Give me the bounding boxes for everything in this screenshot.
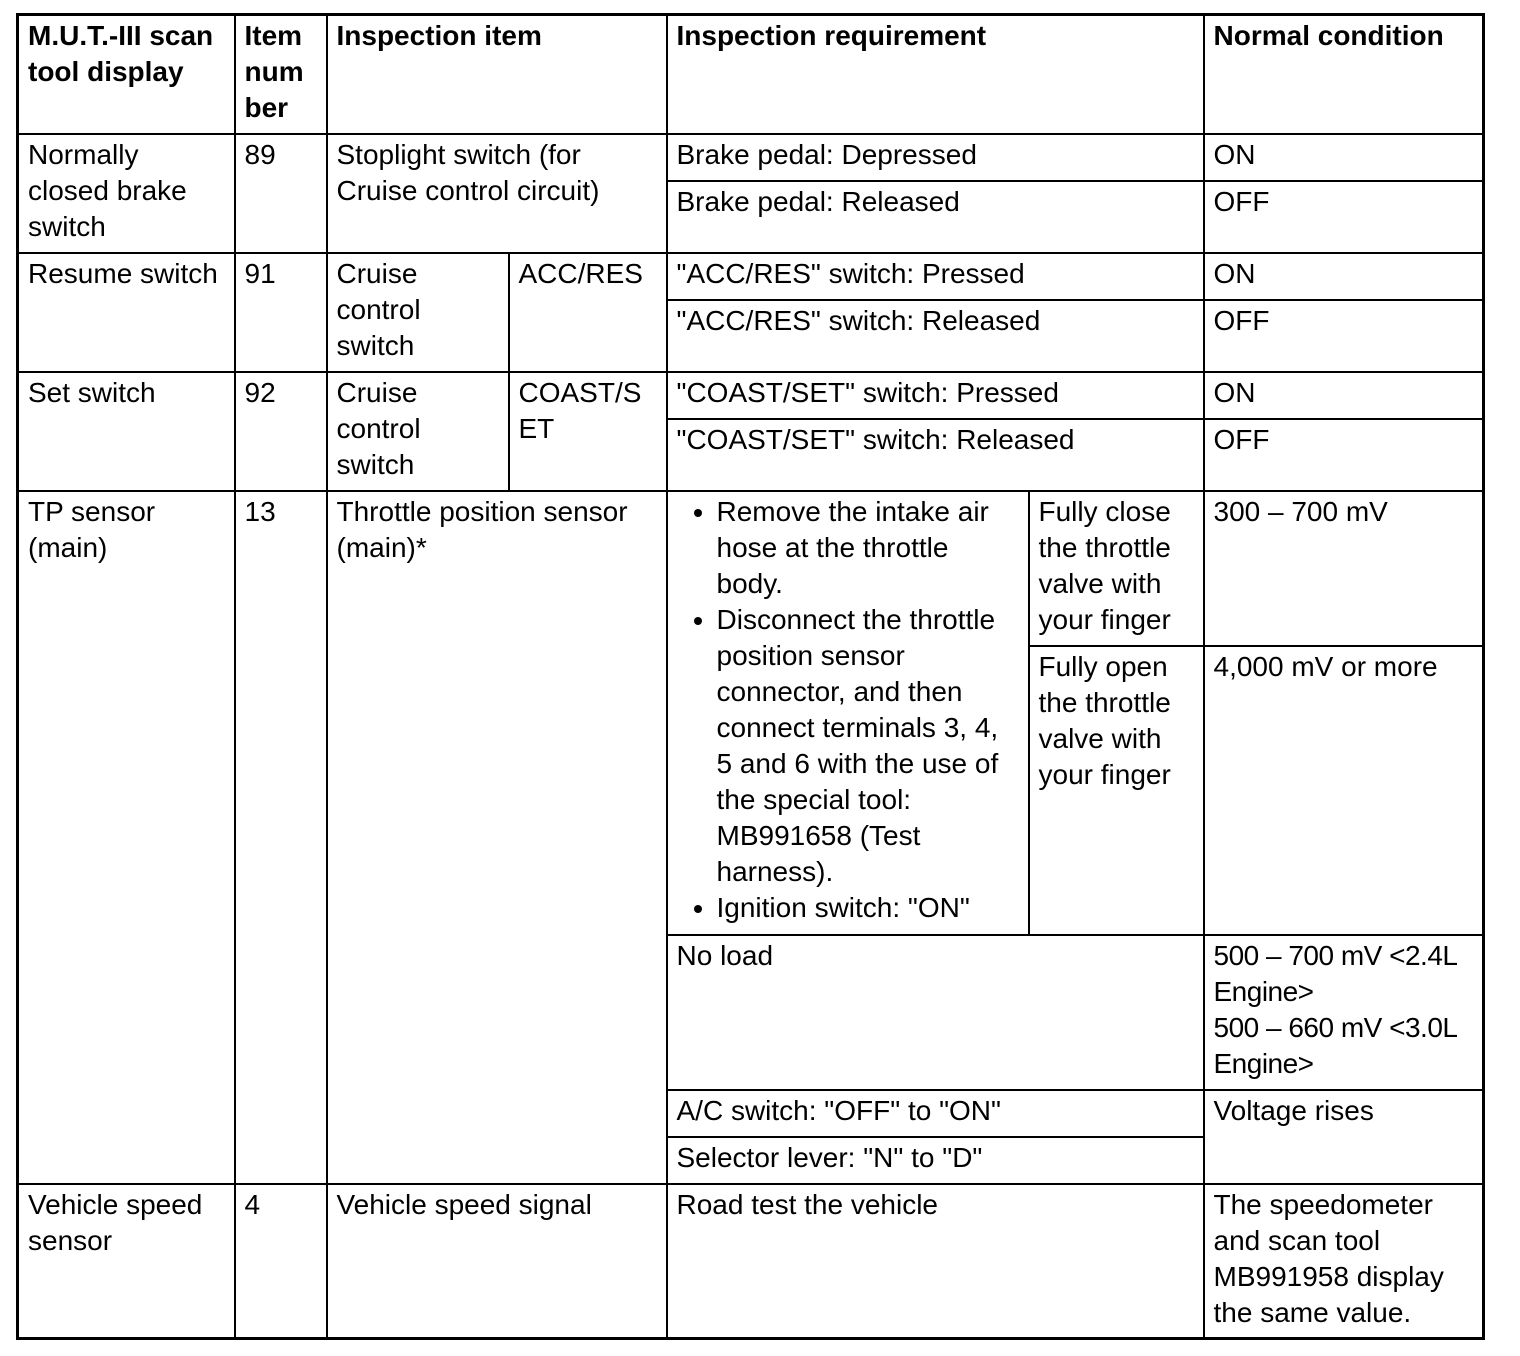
table-row [18, 253, 1484, 300]
set-req-pressed: "COAST/SET" switch: Pressed [667, 372, 1204, 419]
set-req-released: "COAST/SET" switch: Released [667, 419, 1204, 491]
header-inspection-item: Inspection item [327, 15, 667, 134]
vss-req: Road test the vehicle [667, 1184, 1204, 1339]
brake-req-depressed: Brake pedal: Depressed [667, 134, 1204, 181]
tp-number: 13 [235, 491, 327, 1184]
brake-item: Stoplight switch (for Cruise control circuit) [327, 134, 667, 253]
tp-item: Throttle position sensor (main)* [327, 491, 667, 1184]
tp-precondition-list [677, 494, 1020, 926]
list-item: • Remove the intake air hose at the throttle body. [717, 494, 1020, 602]
brake-cond-on: ON [1204, 134, 1484, 181]
resume-cond-off: OFF [1204, 300, 1484, 372]
resume-display: Resume switch [18, 253, 235, 372]
tp-display: TP sensor (main) [18, 491, 235, 1184]
table-row [18, 372, 1484, 419]
tp-cond-closed: 300 – 700 mV [1204, 491, 1484, 646]
tp-req-selector-lever: Selector lever: "N" to "D" [667, 1137, 1204, 1184]
resume-req-pressed: "ACC/RES" switch: Pressed [667, 253, 1204, 300]
header-normal-condition: Normal condition [1204, 15, 1484, 134]
tp-req-no-load: No load [667, 935, 1204, 1090]
set-cond-on: ON [1204, 372, 1484, 419]
brake-number: 89 [235, 134, 327, 253]
brake-req-released: Brake pedal: Released [667, 181, 1204, 253]
inspection-table [16, 13, 1485, 1340]
list-item: • Ignition switch: "ON" [717, 890, 1020, 926]
tp-cond-voltage-rises: Voltage rises [1204, 1090, 1484, 1184]
brake-cond-off: OFF [1204, 181, 1484, 253]
table-row [18, 134, 1484, 181]
vss-number: 4 [235, 1184, 327, 1339]
resume-sub-item: ACC/RES [509, 253, 667, 372]
tp-cond-no-load [1204, 935, 1484, 1090]
set-item: Cruise control switch [327, 372, 509, 491]
brake-display: Normally closed brake switch [18, 134, 235, 253]
tp-req-fully-open: Fully open the throttle valve with your finger [1029, 646, 1204, 935]
tp-req-fully-close: Fully close the throttle valve with your finger [1029, 491, 1204, 646]
table-row [18, 491, 1484, 646]
resume-item: Cruise control switch [327, 253, 509, 372]
tp-cond-no-load-24: 500 – 700 mV <2.4L Engine> [1213, 939, 1457, 1007]
header-item-number: Item num ber [235, 15, 327, 134]
set-cond-off: OFF [1204, 419, 1484, 491]
table-row [18, 1184, 1484, 1339]
set-sub-item: COAST/S ET [509, 372, 667, 491]
resume-number: 91 [235, 253, 327, 372]
list-item: • Disconnect the throttle position sensor connector, and then connect terminals 3, 4, 5 and 6 with the use of the special tool: MB991658 (Test harness). [717, 602, 1020, 890]
inspection-table-wrapper [16, 13, 1485, 1340]
vss-item: Vehicle speed signal [327, 1184, 667, 1339]
tp-cond-open: 4,000 mV or more [1204, 646, 1484, 935]
header-display: M.U.T.-III scan tool display [18, 15, 235, 134]
resume-cond-on: ON [1204, 253, 1484, 300]
set-display: Set switch [18, 372, 235, 491]
tp-req-ac-switch: A/C switch: "OFF" to "ON" [667, 1090, 1204, 1137]
tp-preconditions [667, 491, 1029, 935]
header-inspection-requirement: Inspection requirement [667, 15, 1204, 134]
resume-req-released: "ACC/RES" switch: Released [667, 300, 1204, 372]
header-row [18, 15, 1484, 134]
tp-cond-no-load-30: 500 – 660 mV <3.0L Engine> [1213, 1011, 1457, 1079]
vss-cond: The speedometer and scan tool MB991958 display the same value. [1204, 1184, 1484, 1339]
vss-display: Vehicle speed sensor [18, 1184, 235, 1339]
set-number: 92 [235, 372, 327, 491]
